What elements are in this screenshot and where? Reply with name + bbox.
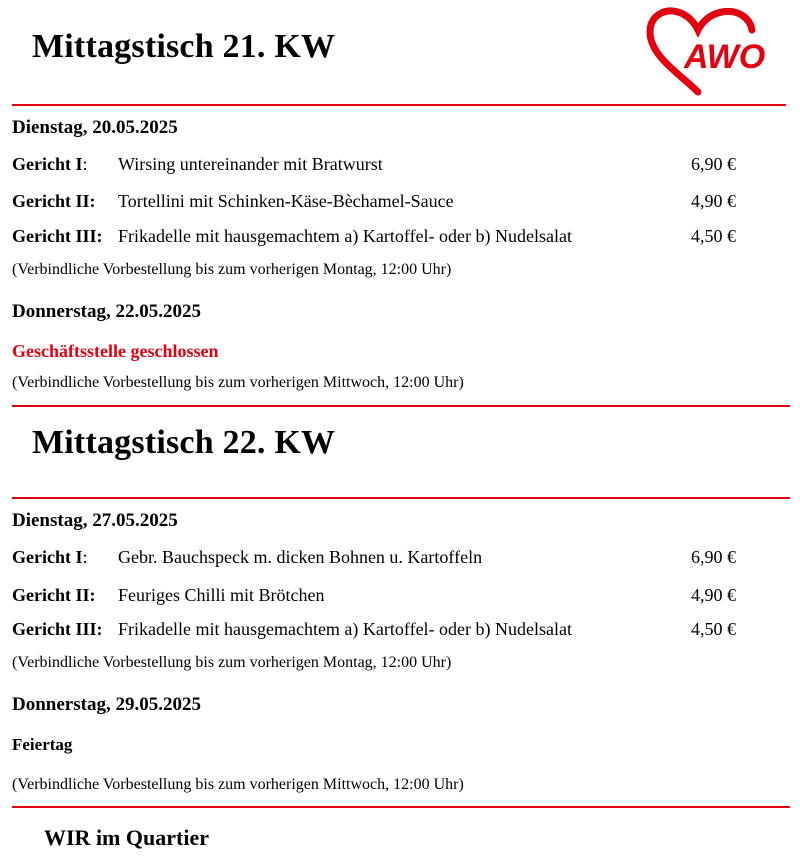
closed-notice: Geschäftsstelle geschlossen <box>12 341 219 361</box>
divider <box>12 405 790 407</box>
holiday-notice: Feiertag <box>12 735 73 754</box>
dish-price: 6,90 € <box>691 154 736 174</box>
dish-price: 4,50 € <box>691 226 736 246</box>
dish-label: Gericht III: <box>12 619 103 639</box>
dish-label: Gericht II: <box>12 585 96 605</box>
dish-name: Frikadelle mit hausgemachtem a) Kartoffel- oder b) Nudelsalat <box>118 619 572 639</box>
preorder-note: (Verbindliche Vorbestellung bis zum vorherigen Mittwoch, 12:00 Uhr) <box>12 374 464 391</box>
dish-name: Wirsing untereinander mit Bratwurst <box>118 154 383 174</box>
dish-price: 4,90 € <box>691 585 736 605</box>
dish-price: 4,50 € <box>691 619 736 639</box>
dish-price: 6,90 € <box>691 547 736 567</box>
logo-text: AWO <box>684 38 766 76</box>
dish-name: Gebr. Bauchspeck m. dicken Bohnen u. Kartoffeln <box>118 547 483 567</box>
divider <box>12 497 790 499</box>
week22-tuesday-heading: Dienstag, 27.05.2025 <box>12 510 178 531</box>
week21-tuesday-heading: Dienstag, 20.05.2025 <box>12 117 178 138</box>
week22-title: Mittagstisch 22. KW <box>32 424 336 461</box>
preorder-note: (Verbindliche Vorbestellung bis zum vorherigen Montag, 12:00 Uhr) <box>12 261 452 278</box>
dish-label: Gericht I: <box>12 547 88 567</box>
dish-name: Feuriges Chilli mit Brötchen <box>118 585 325 605</box>
dish-name: Frikadelle mit hausgemachtem a) Kartoffel- oder b) Nudelsalat <box>118 226 572 246</box>
dish-label: Gericht I: <box>12 154 88 174</box>
preorder-note: (Verbindliche Vorbestellung bis zum vorherigen Montag, 12:00 Uhr) <box>12 654 452 671</box>
divider <box>12 104 786 106</box>
dish-price: 4,90 € <box>691 191 736 211</box>
week22-thursday-heading: Donnerstag, 29.05.2025 <box>12 694 201 715</box>
awo-heart-icon <box>640 6 770 96</box>
preorder-note: (Verbindliche Vorbestellung bis zum vorherigen Mittwoch, 12:00 Uhr) <box>12 776 464 793</box>
dish-label: Gericht III: <box>12 226 103 246</box>
awo-logo <box>640 6 770 96</box>
divider <box>12 806 790 808</box>
dish-name: Tortellini mit Schinken-Käse-Bèchamel-Sauce <box>118 191 454 211</box>
week21-title: Mittagstisch 21. KW <box>32 28 336 65</box>
dish-label: Gericht II: <box>12 191 96 211</box>
footer-text: WIR im Quartier <box>44 825 209 850</box>
week21-thursday-heading: Donnerstag, 22.05.2025 <box>12 301 201 322</box>
